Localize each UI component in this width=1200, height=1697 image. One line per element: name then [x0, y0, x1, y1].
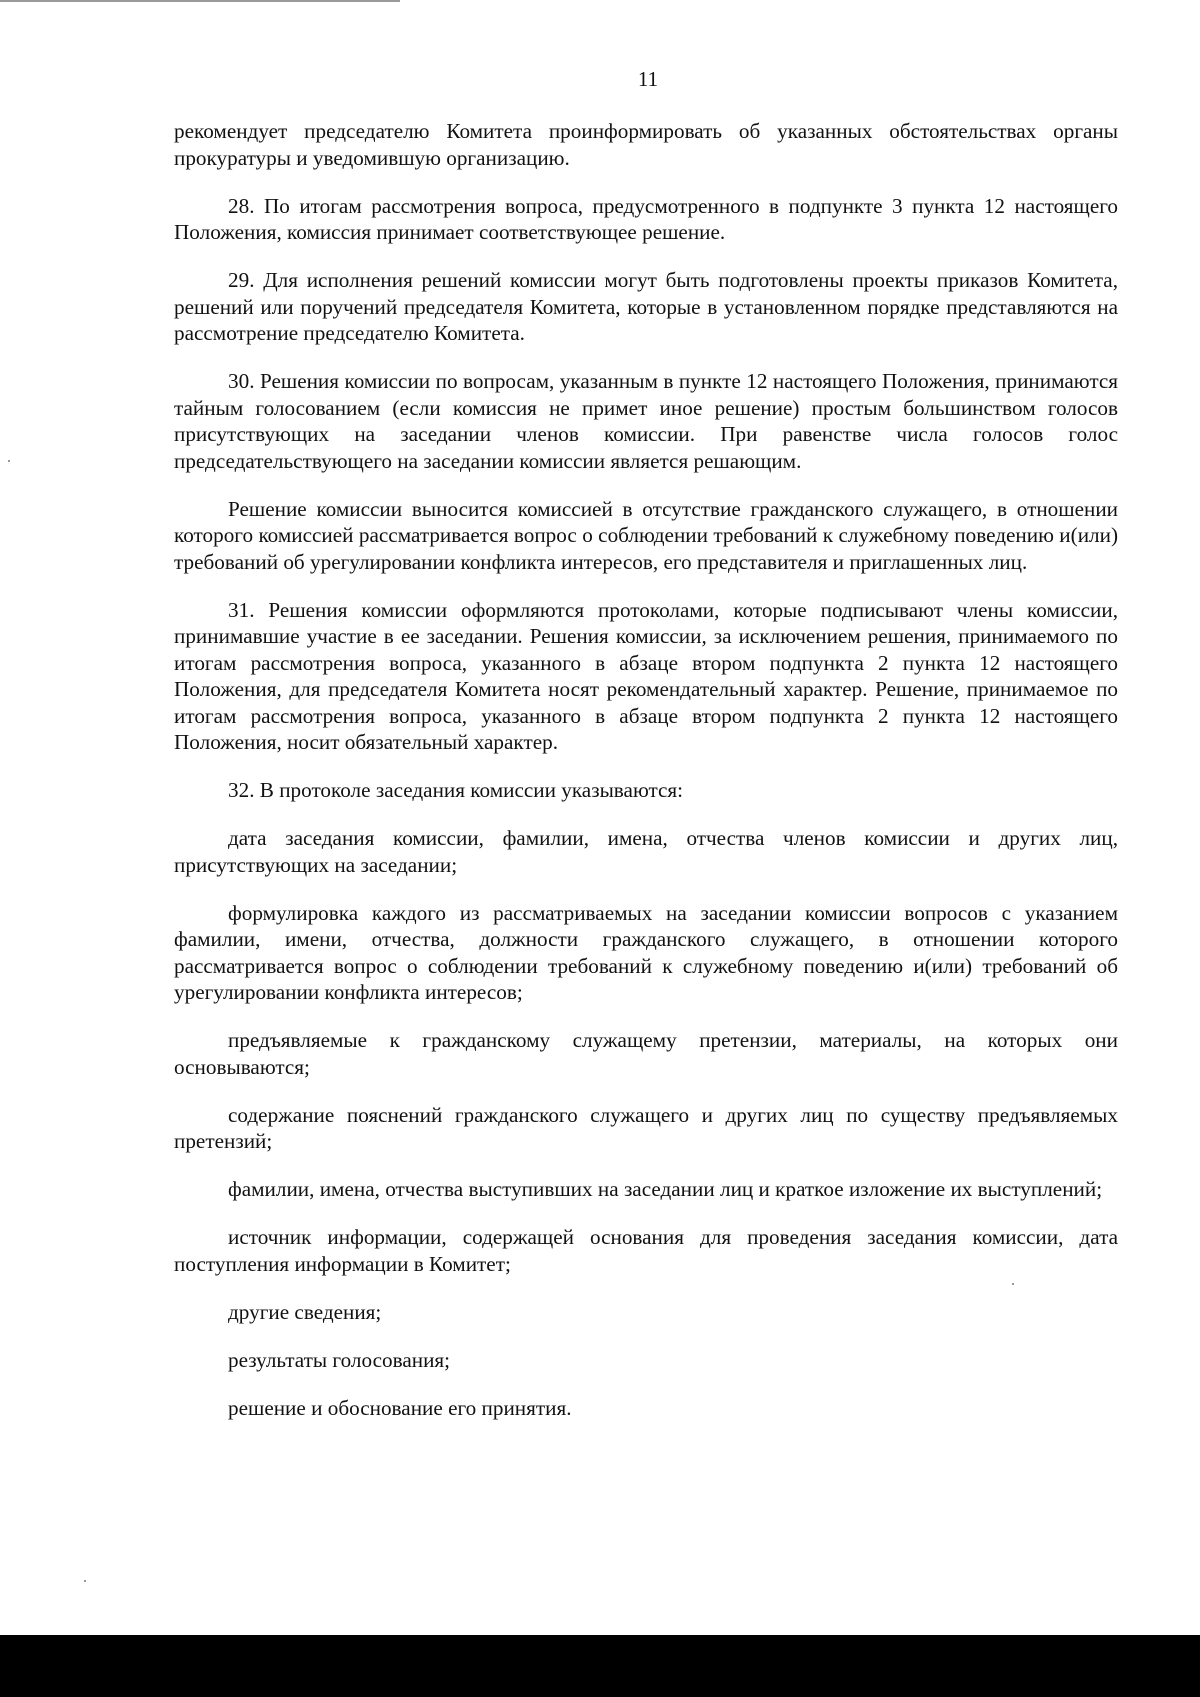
- protocol-item-questions: формулировка каждого из рассматриваемых на заседании комиссии вопросов с указанием фамилии, имени, отчества, должности гражданского служащего, в отношении которого рассматривается вопрос о соблюдении требований к служебному поведению и(или) требований об урегулировании конфликта интересов;: [174, 900, 1118, 1004]
- protocol-item-decision: решение и обоснование его принятия.: [228, 1395, 572, 1420]
- paragraph-29: 29. Для исполнения решений комиссии могут быть подготовлены проекты приказов Комитета, решений или поручений председателя Комитета, которые в установленном порядке представляются на рассмотрение председателю Комитета.: [174, 268, 1118, 345]
- paragraph-30-decision: Решение комиссии выносится комиссией в отсутствие гражданского служащего, в отношении которого комиссией рассматривается вопрос о соблюдении требований к служебному поведению и(или) требований об урегулировании конфликта интересов, его представителя и приглашенных лиц.: [174, 496, 1118, 574]
- scan-speck: [1012, 1283, 1014, 1285]
- document-body: [174, 118, 1118, 1443]
- protocol-item-speakers: фамилии, имена, отчества выступивших на заседании лиц и краткое изложение их выступлений;: [228, 1177, 1103, 1201]
- paragraph-31: 31. Решения комиссии оформляются протоколами, которые подписывают члены комиссии, принимавшие участие в ее заседании. Решения комиссии, за исключением решения, принимаемого по итогам рассмотрения вопроса, указанного в абзаце втором подпункта 2 пункта 12 настоящего Положения, для председателя Комитета носят рекомендательный характер. Решение, принимаемое по итогам рассмотрения вопроса, указанного в абзаце втором подпункта 2 пункта 12 настоящего Положения, носит обязательный характер.: [174, 597, 1118, 754]
- protocol-item-other: другие сведения;: [228, 1299, 382, 1324]
- protocol-item-date: дата заседания комиссии, фамилии, имена, отчества членов комиссии и других лиц, присутствующих на заседании;: [174, 826, 1118, 877]
- scan-top-rule: [0, 0, 400, 2]
- protocol-item-explanations: содержание пояснений гражданского служащего и других лиц по существу предъявляемых претензий;: [174, 1102, 1118, 1153]
- scan-bottom-border: [0, 1635, 1200, 1697]
- scan-speck: [8, 460, 10, 462]
- protocol-item-source: источник информации, содержащей основания для проведения заседания комиссии, дата поступления информации в Комитет;: [174, 1225, 1118, 1276]
- protocol-item-votes: результаты голосования;: [228, 1347, 451, 1372]
- paragraph-28: 28. По итогам рассмотрения вопроса, предусмотренного в подпункте 3 пункта 12 настоящего Положения, комиссия принимает соответствующее решение.: [174, 193, 1118, 244]
- paragraph-30: 30. Решения комиссии по вопросам, указанным в пункте 12 настоящего Положения, принимаются тайным голосованием (если комиссия не примет иное решение) простым большинством голосов присутствующих на заседании членов комиссии. При равенстве числа голосов голос председательствующего на заседании комиссии является решающим.: [174, 369, 1118, 473]
- page-number: 11: [637, 67, 659, 91]
- protocol-item-claims: предъявляемые к гражданскому служащему претензии, материалы, на которых они основываются;: [174, 1028, 1118, 1079]
- paragraph-continuation: рекомендует председателю Комитета проинформировать об указанных обстоятельствах органы прокуратуры и уведомившую организацию.: [174, 119, 1118, 170]
- paragraph-32: 32. В протоколе заседания комиссии указываются:: [228, 778, 684, 802]
- scan-speck: [84, 1580, 86, 1582]
